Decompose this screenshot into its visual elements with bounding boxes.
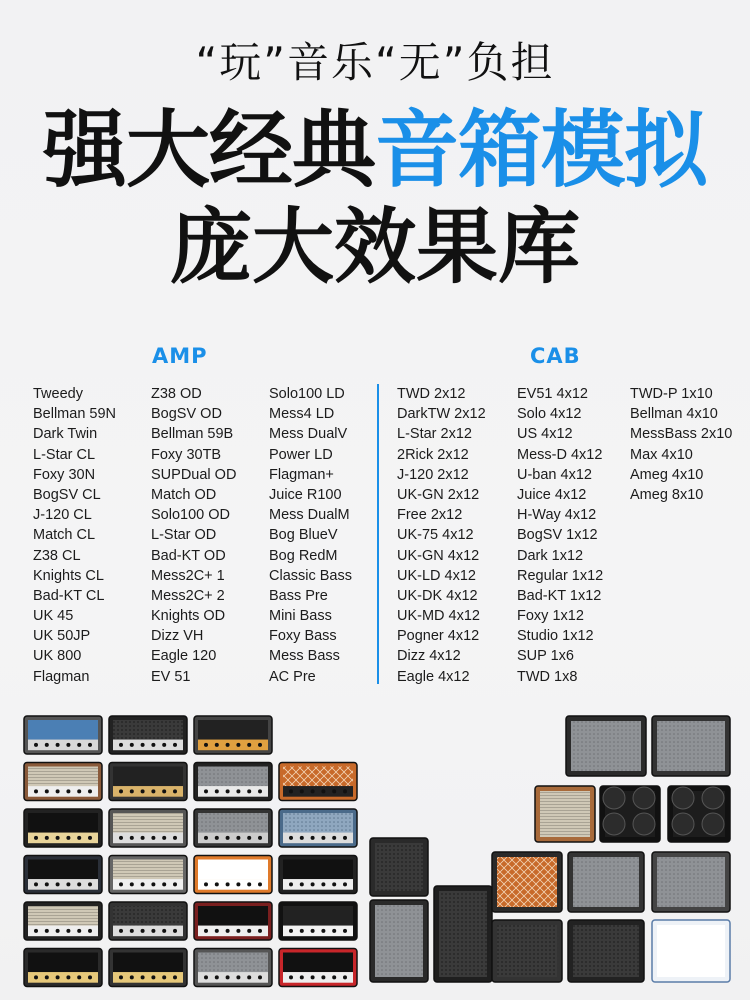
subtitle: 庞大效果库 bbox=[169, 200, 580, 295]
cab-model-item: UK-GN 4x12 bbox=[397, 547, 480, 564]
speaker-cabinet-icon bbox=[566, 716, 646, 776]
cab-model-item: EV51 4x12 bbox=[517, 386, 588, 402]
amp-model-item: Juice R100 bbox=[269, 486, 342, 503]
cab-model-item: 2Rick 2x12 bbox=[397, 446, 469, 463]
amp-model-item: Eagle 120 bbox=[151, 648, 217, 665]
amp-head-icon bbox=[279, 902, 357, 940]
cab-model-item: UK-MD 4x12 bbox=[397, 608, 480, 625]
amp-model-item: Foxy 30TB bbox=[151, 446, 222, 463]
amp-model-item: Solo100 LD bbox=[269, 386, 345, 402]
cab-model-item: TWD 2x12 bbox=[397, 386, 466, 402]
cab-model-item: L-Star 2x12 bbox=[397, 426, 472, 443]
amp-model-item: Match OD bbox=[151, 486, 217, 503]
speaker-cone-icon bbox=[603, 787, 625, 809]
cab-model-item: J-120 2x12 bbox=[397, 466, 469, 483]
main-title-black: 强大经典 bbox=[42, 101, 375, 199]
speaker-cabinet-icon bbox=[652, 852, 730, 912]
speaker-cone-icon bbox=[633, 787, 655, 809]
amp-model-item: Match CL bbox=[33, 527, 96, 544]
cab-heading: CAB bbox=[530, 344, 581, 368]
cab-model-item: UK-GN 2x12 bbox=[397, 486, 480, 503]
amp-list-column-2 bbox=[151, 384, 236, 687]
tagline: “玩”音乐“无”负担 bbox=[195, 38, 555, 87]
cab-model-item: TWD-P 1x10 bbox=[630, 386, 713, 402]
cab-model-item: UK-75 4x12 bbox=[397, 527, 474, 544]
amp-head-icon bbox=[24, 856, 102, 894]
amp-model-item: Mess2C+ 2 bbox=[151, 587, 225, 604]
amp-model-item: Solo100 OD bbox=[151, 507, 230, 524]
amp-model-item: Dark Twin bbox=[33, 426, 98, 443]
amp-model-item: Bellman 59N bbox=[33, 406, 117, 423]
amp-head-icon bbox=[279, 949, 357, 987]
amp-model-item: Flagman+ bbox=[269, 466, 334, 483]
amp-model-item: Tweedy bbox=[33, 386, 83, 402]
cab-model-item: H-Way 4x12 bbox=[517, 507, 597, 524]
amp-list-column-3 bbox=[269, 384, 352, 687]
cab-model-item: Juice 4x12 bbox=[517, 486, 587, 503]
cab-model-item: TWD 1x8 bbox=[517, 668, 578, 685]
speaker-cabinet-icon bbox=[652, 716, 730, 776]
amp-head-icon bbox=[109, 902, 187, 940]
amp-head-icon bbox=[24, 809, 102, 847]
speaker-cone-icon bbox=[702, 787, 724, 809]
amp-model-item: Bass Pre bbox=[269, 587, 328, 604]
amp-model-item: Foxy 30N bbox=[33, 466, 96, 483]
speaker-cabinet-icon bbox=[535, 786, 595, 842]
amp-head-icon bbox=[109, 856, 187, 894]
speaker-cabinet-icon bbox=[568, 920, 644, 982]
amp-model-item: UK 45 bbox=[33, 608, 74, 625]
cab-model-item: Mess-D 4x12 bbox=[517, 446, 603, 463]
main-title-blue: 音箱模拟 bbox=[375, 101, 708, 199]
amp-model-item: Mess DualM bbox=[269, 507, 350, 524]
speaker-cabinet-icon bbox=[434, 886, 492, 982]
amp-model-item: Foxy Bass bbox=[269, 628, 337, 645]
amp-model-item: BogSV CL bbox=[33, 486, 101, 503]
amp-model-item: EV 51 bbox=[151, 668, 191, 685]
cab-model-item: DarkTW 2x12 bbox=[397, 406, 486, 423]
amp-head-icon bbox=[194, 949, 272, 987]
amp-head-icon bbox=[194, 902, 272, 940]
amp-head-icon bbox=[194, 809, 272, 847]
amp-model-item: Dizz VH bbox=[151, 628, 204, 645]
speaker-cabinet-icon bbox=[652, 920, 730, 982]
cab-list-column-1 bbox=[397, 384, 486, 687]
amp-model-item: L-Star CL bbox=[33, 446, 96, 463]
amp-heading: AMP bbox=[152, 344, 208, 368]
speaker-cone-icon bbox=[702, 813, 724, 835]
cab-model-item: Dark 1x12 bbox=[517, 547, 584, 564]
cab-model-item: Regular 1x12 bbox=[517, 567, 604, 584]
amp-model-item: Power LD bbox=[269, 446, 333, 463]
amp-model-item: Bog BlueV bbox=[269, 527, 338, 544]
cab-model-item: Pogner 4x12 bbox=[397, 628, 480, 645]
cab-list-column-3 bbox=[630, 384, 732, 505]
amp-model-item: Bad-KT CL bbox=[33, 587, 105, 604]
amp-head-icon bbox=[24, 949, 102, 987]
speaker-cabinet-icon bbox=[568, 852, 644, 912]
amp-model-item: Mini Bass bbox=[269, 608, 332, 625]
cab-model-item: Free 2x12 bbox=[397, 507, 463, 524]
cab-model-item: Foxy 1x12 bbox=[517, 608, 584, 625]
cab-model-item: Studio 1x12 bbox=[517, 628, 594, 645]
amp-head-icon bbox=[24, 902, 102, 940]
speaker-cabinet-icon bbox=[492, 852, 562, 912]
speaker-cone-icon bbox=[633, 813, 655, 835]
amp-model-item: Bad-KT OD bbox=[151, 547, 226, 564]
amp-model-item: SUPDual OD bbox=[151, 466, 237, 483]
amp-head-icon bbox=[194, 716, 272, 754]
cab-model-item: Eagle 4x12 bbox=[397, 668, 470, 685]
amp-model-item: Mess Bass bbox=[269, 648, 340, 665]
amp-model-item: Z38 OD bbox=[151, 386, 202, 402]
cab-model-item: MessBass 2x10 bbox=[630, 426, 733, 443]
amp-model-item: Bog RedM bbox=[269, 547, 338, 564]
cab-model-item: Max 4x10 bbox=[630, 446, 693, 463]
amp-model-item: Classic Bass bbox=[269, 567, 352, 584]
amp-model-item: UK 50JP bbox=[33, 628, 91, 645]
cab-model-item: Ameg 4x10 bbox=[630, 466, 704, 483]
section-divider bbox=[377, 384, 379, 684]
amp-head-icon bbox=[279, 809, 357, 847]
amp-head-icon bbox=[24, 763, 102, 801]
speaker-cabinet-icon bbox=[370, 900, 428, 982]
amp-model-item: Mess2C+ 1 bbox=[151, 567, 225, 584]
cab-list-column-2 bbox=[517, 384, 603, 687]
cab-model-item: BogSV 1x12 bbox=[517, 527, 598, 544]
speaker-cone-icon bbox=[603, 813, 625, 835]
amp-model-item: Z38 CL bbox=[33, 547, 81, 564]
amp-model-item: BogSV OD bbox=[151, 406, 222, 423]
cab-model-item: Ameg 8x10 bbox=[630, 486, 704, 503]
amp-head-icon bbox=[279, 856, 357, 894]
cab-model-item: Bellman 4x10 bbox=[630, 406, 718, 423]
amp-list-column-1 bbox=[33, 384, 116, 687]
cab-model-item: Solo 4x12 bbox=[517, 406, 582, 423]
cab-model-item: SUP 1x6 bbox=[517, 648, 574, 665]
cab-model-item: UK-DK 4x12 bbox=[397, 587, 478, 604]
amp-model-item: J-120 CL bbox=[33, 507, 92, 524]
amp-head-icon bbox=[109, 809, 187, 847]
amp-head-icon bbox=[279, 763, 357, 801]
speaker-cone-icon bbox=[672, 813, 694, 835]
amp-head-icon bbox=[109, 949, 187, 987]
amp-model-item: UK 800 bbox=[33, 648, 82, 665]
amp-model-item: Mess DualV bbox=[269, 426, 348, 443]
amp-head-icon bbox=[194, 856, 272, 894]
amp-model-item: L-Star OD bbox=[151, 527, 217, 544]
cab-model-item: UK-LD 4x12 bbox=[397, 567, 476, 584]
main-title bbox=[0, 100, 750, 200]
amp-model-item: Bellman 59B bbox=[151, 426, 234, 443]
amp-model-item: Knights OD bbox=[151, 608, 226, 625]
amp-cabinet-illustration bbox=[0, 700, 750, 1000]
amp-head-icon bbox=[194, 763, 272, 801]
amp-model-item: Knights CL bbox=[33, 567, 104, 584]
amp-model-item: AC Pre bbox=[269, 668, 316, 685]
amp-model-item: Flagman bbox=[33, 668, 90, 685]
speaker-cabinet-icon bbox=[492, 920, 562, 982]
amp-head-icon bbox=[24, 716, 102, 754]
speaker-cone-icon bbox=[672, 787, 694, 809]
amp-model-item: Mess4 LD bbox=[269, 406, 335, 423]
cab-model-item: Dizz 4x12 bbox=[397, 648, 461, 665]
amp-head-icon bbox=[109, 716, 187, 754]
cab-model-item: U-ban 4x12 bbox=[517, 466, 592, 483]
amp-head-icon bbox=[109, 763, 187, 801]
cab-model-item: US 4x12 bbox=[517, 426, 573, 443]
speaker-cabinet-icon bbox=[370, 838, 428, 896]
cab-model-item: Bad-KT 1x12 bbox=[517, 587, 602, 604]
